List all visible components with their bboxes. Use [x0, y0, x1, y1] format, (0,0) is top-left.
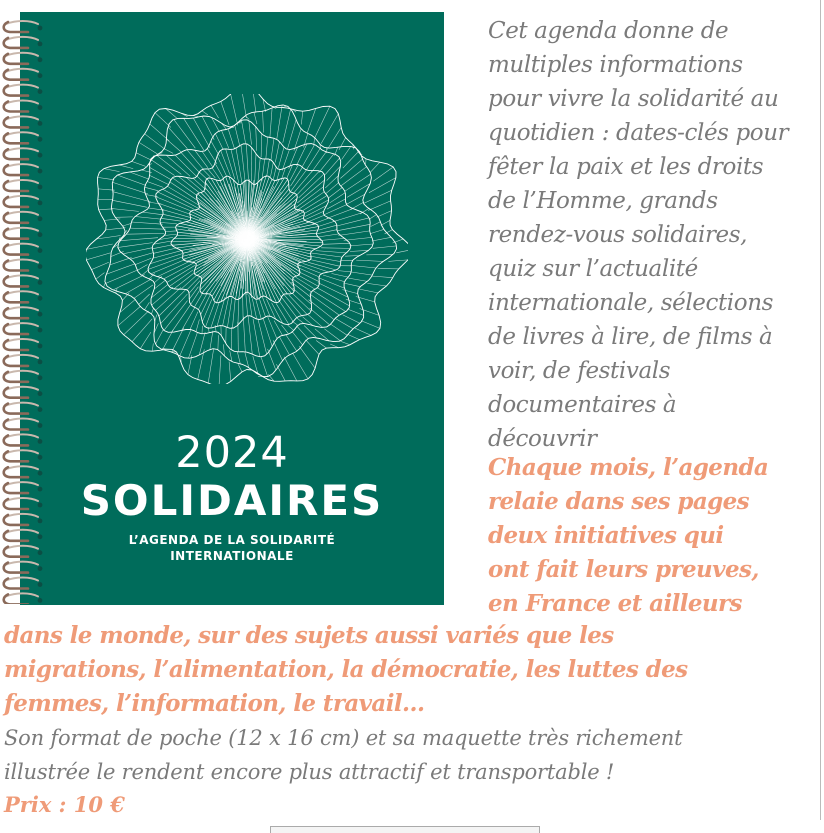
text-line: relaie dans ses pages	[488, 488, 750, 515]
cover-title: SOLIDAIRES	[80, 476, 384, 525]
text-line: illustrée le rendent encore plus attractif et transportable !	[4, 760, 615, 784]
text-line: quiz sur l’actualité	[488, 256, 698, 282]
text-line: dans le monde, sur des sujets aussi variés que les	[4, 622, 614, 649]
text-line: deux initiatives qui	[488, 522, 724, 549]
text-line: rendez-vous solidaires,	[488, 222, 748, 248]
text-line: Cet agenda donne de	[488, 18, 729, 44]
text-line: pour vivre la solidarité au	[488, 86, 779, 112]
rosette-illustration-icon	[86, 94, 408, 384]
text-line: ont fait leurs preuves,	[488, 556, 759, 583]
text-line: migrations, l’alimentation, la démocratie, les luttes des	[4, 656, 688, 683]
text-line: découvrir	[488, 426, 597, 452]
cover-subtitle	[20, 532, 444, 564]
text-line: quotidien : dates-clés pour	[488, 120, 789, 146]
cover-subtitle-line: INTERNATIONALE	[170, 549, 294, 563]
highlight-paragraph	[488, 451, 824, 621]
text-line: Son format de poche (12 x 16 cm) et sa maquette très richement	[4, 726, 683, 750]
cover-subtitle-line: L’AGENDA DE LA SOLIDARITÉ	[128, 533, 336, 547]
text-line: voir, de festivals	[488, 358, 671, 384]
description-paragraph	[488, 14, 824, 456]
price-label: Prix : 10 €	[4, 792, 125, 817]
text-line: documentaires à	[488, 392, 677, 418]
text-line: internationale, sélections	[488, 290, 774, 316]
cover-year: 2024	[175, 428, 289, 478]
horizontal-scrollbar[interactable]	[270, 826, 540, 833]
text-line: en France et ailleurs	[488, 590, 742, 617]
text-line: multiples informations	[488, 52, 743, 78]
text-line: de l’Homme, grands	[488, 188, 718, 214]
text-line: femmes, l’information, le travail…	[4, 690, 425, 717]
text-line: de livres à lire, de films à	[488, 324, 773, 350]
text-line: fêter la paix et les droits	[488, 154, 764, 180]
text-line: Chaque mois, l’agenda	[488, 454, 769, 481]
highlight-paragraph-continued	[4, 619, 820, 721]
format-paragraph	[4, 721, 820, 789]
